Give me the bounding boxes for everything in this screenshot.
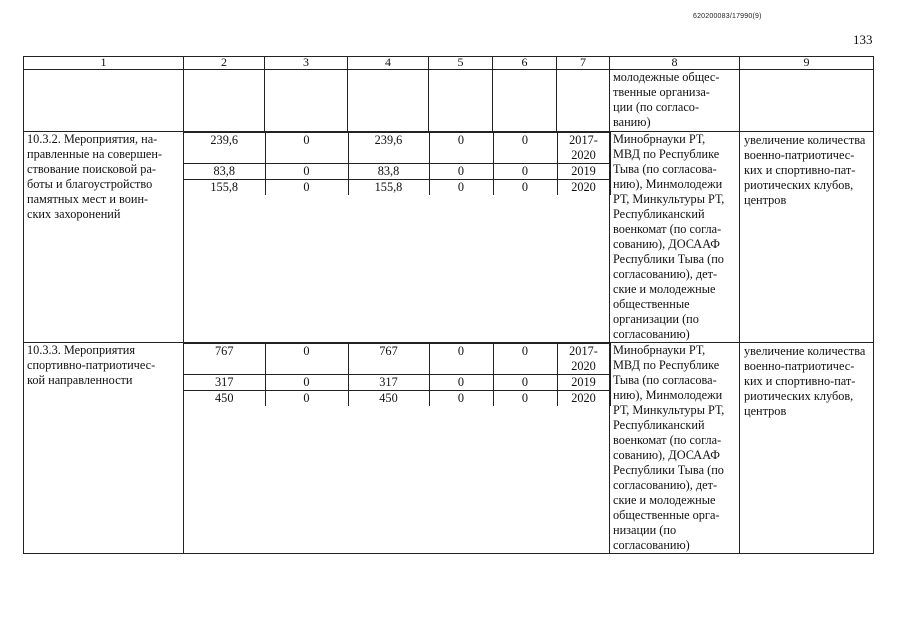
page-number: 133 (853, 32, 873, 47)
value-total: 239,6 (184, 133, 265, 164)
table-row (24, 132, 874, 343)
funding-cell (184, 132, 610, 343)
value-federal: 0 (265, 164, 348, 180)
activity-name-cell (24, 343, 184, 554)
value-other: 0 (493, 133, 557, 164)
empty-cell (265, 70, 348, 132)
value-republic: 450 (348, 391, 429, 407)
program-table (23, 56, 874, 554)
value-republic: 239,6 (348, 133, 429, 164)
column-header: 2 (184, 57, 265, 70)
funding-line (184, 375, 610, 391)
value-years: 2017- 2020 (557, 344, 610, 375)
executors-cell (610, 132, 740, 343)
result-text: увеличение количества военно-патриотичес- ких и спортивно-пат- риотических клубов, центров (744, 344, 866, 418)
table-row (24, 343, 874, 554)
empty-cell (740, 70, 874, 132)
column-header: 9 (740, 57, 874, 70)
executors-continuation (610, 70, 740, 132)
funding-cell (184, 343, 610, 554)
value-other: 0 (493, 375, 557, 391)
value-local: 0 (429, 180, 493, 196)
funding-line (184, 133, 610, 164)
value-other: 0 (493, 391, 557, 407)
result-cell (740, 343, 874, 554)
funding-line (184, 344, 610, 375)
value-years: 2020 (557, 391, 610, 407)
value-republic: 155,8 (348, 180, 429, 196)
column-header: 8 (610, 57, 740, 70)
value-federal: 0 (265, 375, 348, 391)
column-header: 3 (265, 57, 348, 70)
executors-text: молодежные общес- твенные организа- ции (по согласо- ванию) (613, 70, 720, 129)
value-republic: 317 (348, 375, 429, 391)
value-federal: 0 (265, 391, 348, 407)
empty-cell (429, 70, 493, 132)
value-years: 2017- 2020 (557, 133, 610, 164)
activity-name: 10.3.2. Мероприятия, на- правленные на совершен- ствование поисковой ра- боты и благоустройство памятных мест и воин- ских захоронений (27, 132, 163, 221)
funding-line (184, 391, 610, 407)
empty-cell (493, 70, 557, 132)
document-id: 620200083/17990(9) (693, 13, 762, 20)
value-other: 0 (493, 344, 557, 375)
column-header: 4 (348, 57, 429, 70)
value-total: 83,8 (184, 164, 265, 180)
empty-cell (557, 70, 610, 132)
executors-text: Минобрнауки РТ, МВД по Республике Тыва (по согласова- нию), Минмолодежи РТ, Минкультуры РТ, Республиканский военкомат (по согла- сованию), ДОСААФ Республики Тыва (по согласованию), дет- ские и молодежные общественные организации (по согласованию) (613, 132, 725, 341)
value-total: 450 (184, 391, 265, 407)
value-other: 0 (493, 180, 557, 196)
empty-cell (348, 70, 429, 132)
funding-line (184, 164, 610, 180)
funding-line (184, 180, 610, 196)
result-text: увеличение количества военно-патриотичес- ких и спортивно-пат- риотических клубов, центров (744, 133, 866, 207)
value-total: 767 (184, 344, 265, 375)
value-other: 0 (493, 164, 557, 180)
value-local: 0 (429, 133, 493, 164)
funding-breakdown (184, 343, 611, 406)
value-years: 2019 (557, 164, 610, 180)
empty-cell (184, 70, 265, 132)
executors-cell (610, 343, 740, 554)
value-total: 155,8 (184, 180, 265, 196)
value-federal: 0 (265, 180, 348, 196)
column-header: 6 (493, 57, 557, 70)
column-header: 5 (429, 57, 493, 70)
value-federal: 0 (265, 133, 348, 164)
result-cell (740, 132, 874, 343)
value-local: 0 (429, 164, 493, 180)
value-total: 317 (184, 375, 265, 391)
activity-name-cell (24, 132, 184, 343)
value-years: 2020 (557, 180, 610, 196)
value-republic: 767 (348, 344, 429, 375)
value-local: 0 (429, 344, 493, 375)
column-header: 1 (24, 57, 184, 70)
value-years: 2019 (557, 375, 610, 391)
column-header: 7 (557, 57, 610, 70)
funding-breakdown (184, 132, 611, 195)
column-number-row (24, 57, 874, 70)
value-local: 0 (429, 391, 493, 407)
executors-text: Минобрнауки РТ, МВД по Республике Тыва (по согласова- нию), Минмолодежи РТ, Минкультуры РТ, Республиканский военкомат (по согла- сованию), ДОСААФ Республики Тыва (по согласованию), дет- ские и молодежные общественные орга- низации (по согласованию) (613, 343, 725, 552)
activity-name: 10.3.3. Мероприятия спортивно-патриотичес- кой направленности (27, 343, 156, 387)
value-local: 0 (429, 375, 493, 391)
value-federal: 0 (265, 344, 348, 375)
value-republic: 83,8 (348, 164, 429, 180)
empty-cell (24, 70, 184, 132)
continuation-row (24, 70, 874, 132)
